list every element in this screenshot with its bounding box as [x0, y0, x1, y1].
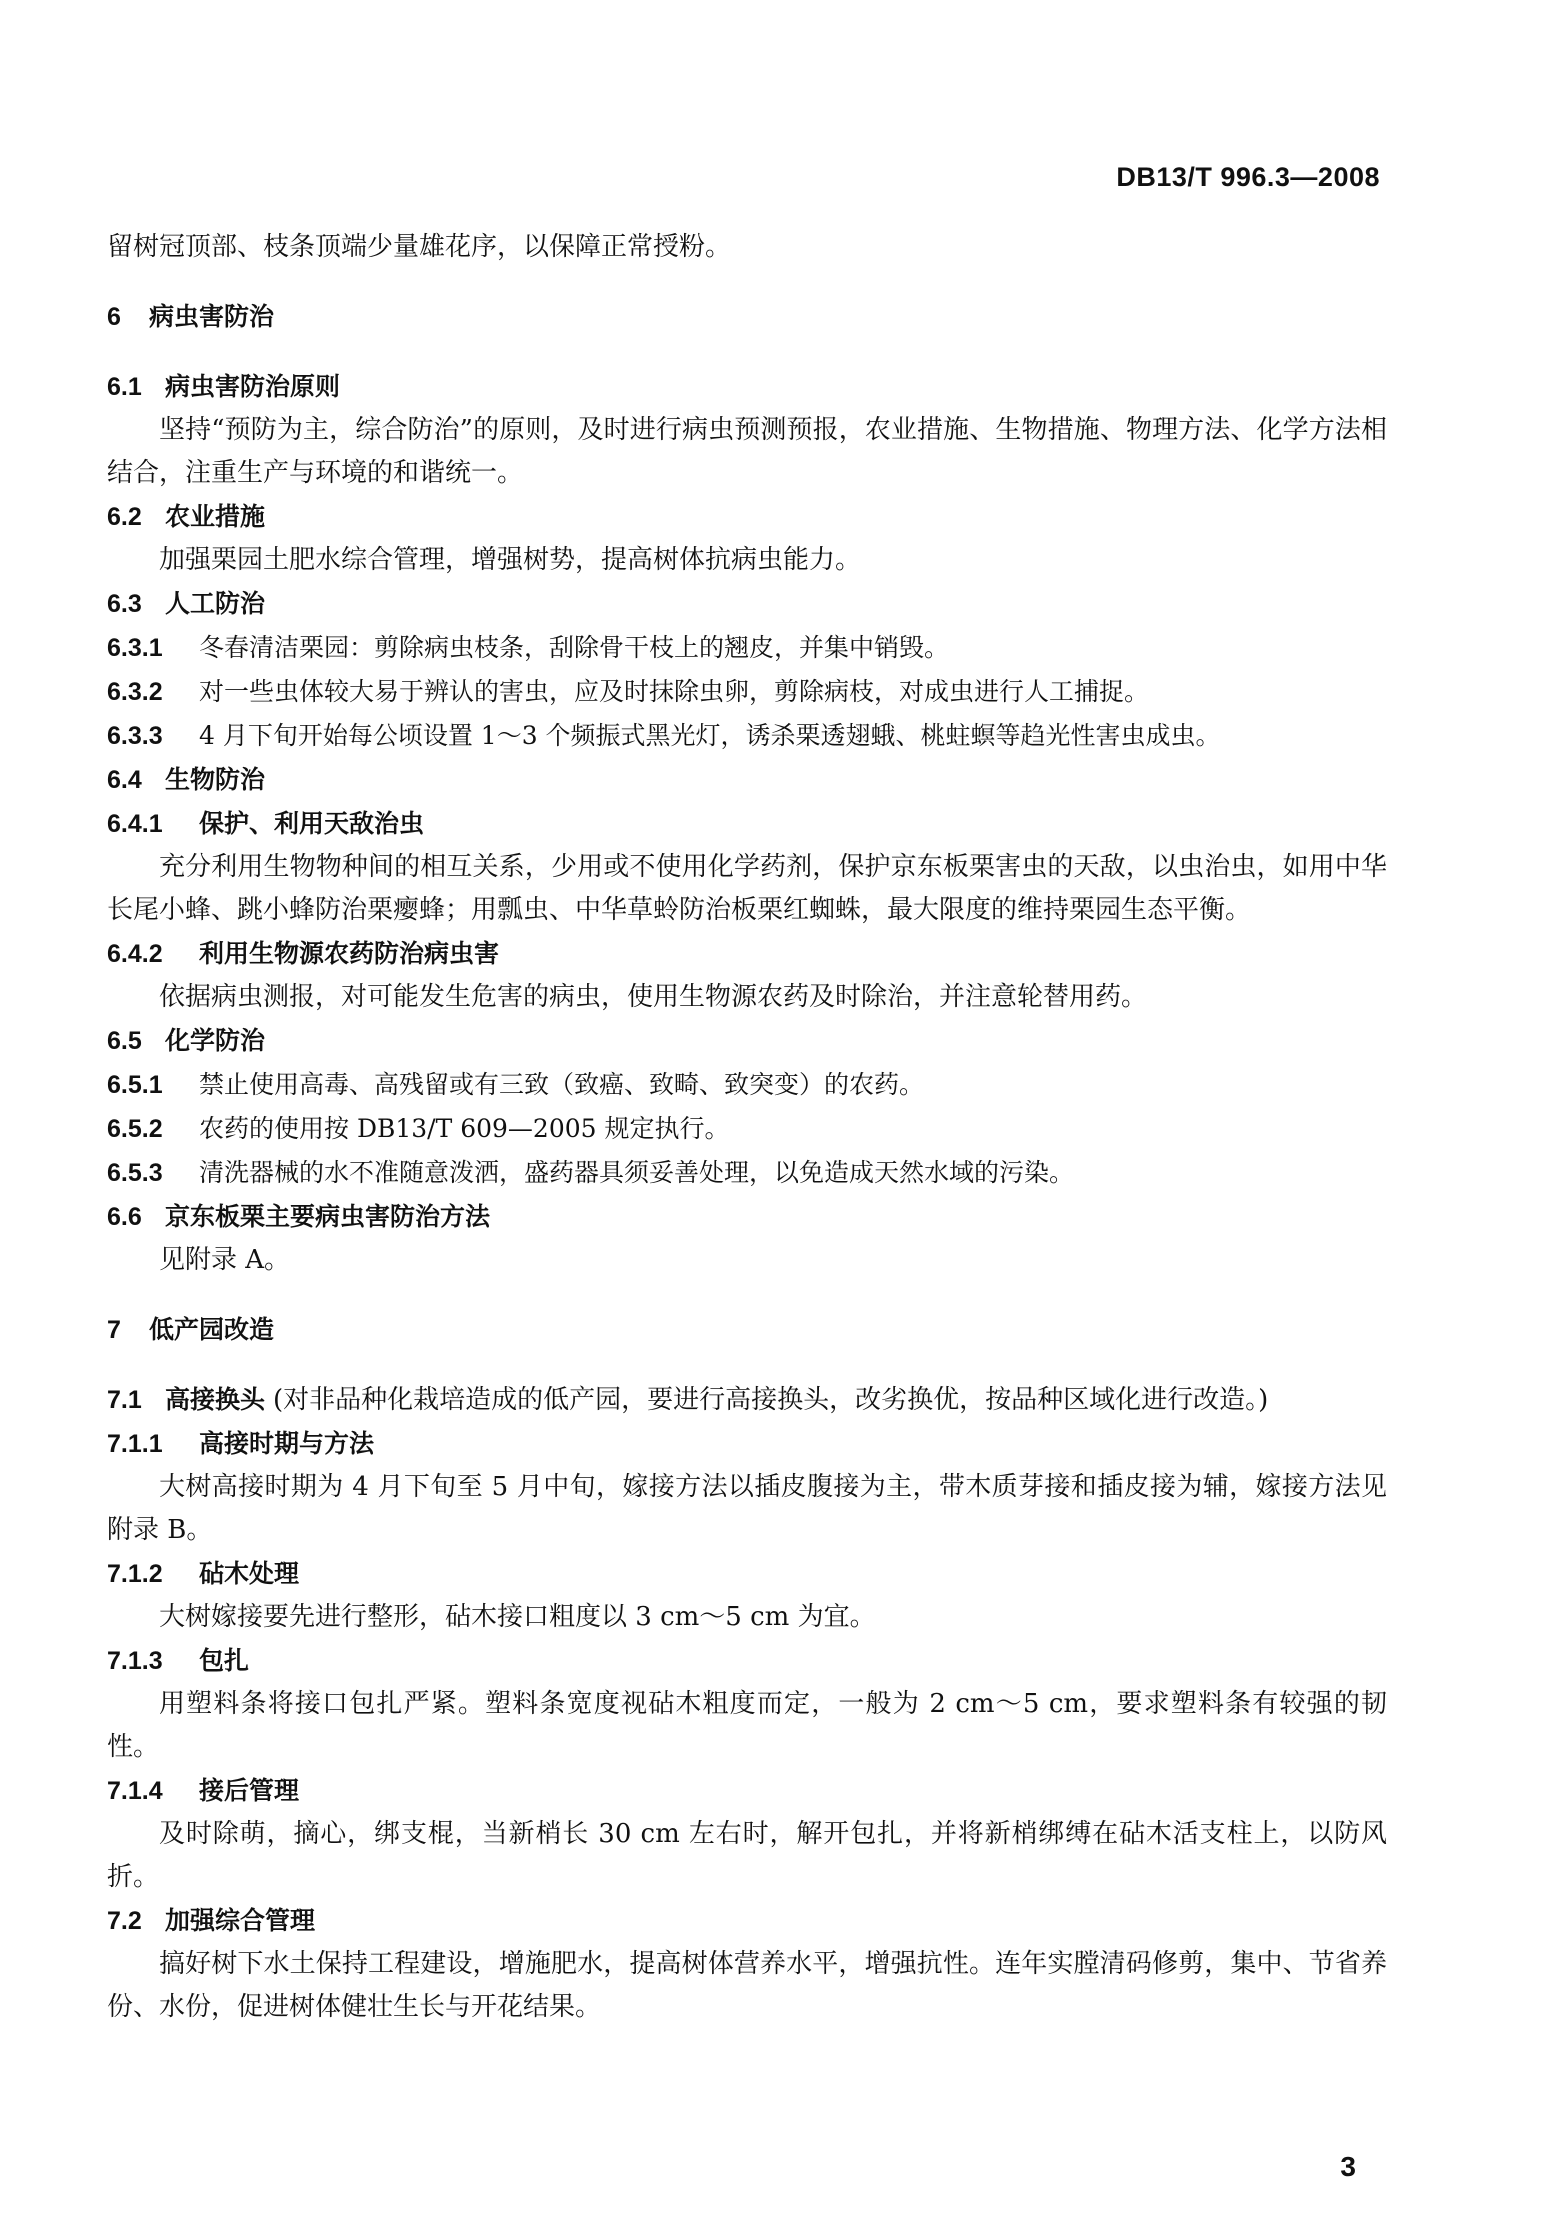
section-text: 冬春清洁栗园：剪除病虫枝条，刮除骨干枝上的翘皮，并集中销毁。: [199, 633, 950, 662]
section-7-heading: [107, 1308, 1387, 1352]
section-inline-text: (对非品种化栽培造成的低产园，要进行高接换头，改劣换优，按品种区域化进行改造。): [272, 1385, 1269, 1415]
section-title: 农业措施: [165, 502, 266, 531]
section-number: 6.2: [107, 503, 142, 531]
section-number: 6.6: [107, 1203, 142, 1231]
section-6-3-2: [107, 670, 1387, 714]
section-6-2-body: 加强栗园土肥水综合管理，增强树势，提高树体抗病虫能力。: [159, 545, 862, 575]
section-number: 6.4.2: [107, 940, 163, 968]
page-number: 3: [1340, 2151, 1356, 2182]
section-title: 京东板栗主要病虫害防治方法: [165, 1202, 491, 1231]
section-text: 4 月下旬开始每公顷设置 1～3 个频振式黑光灯，诱杀栗透翅蛾、桃蛀螟等趋光性害虫成虫。: [199, 721, 1221, 750]
section-6-3-1: [107, 626, 1387, 670]
section-6-3-3: [107, 714, 1387, 758]
section-6-heading: [107, 295, 1387, 339]
section-number: 6.3.2: [107, 678, 163, 706]
document-code: DB13/T 996.3—2008: [1116, 162, 1380, 192]
section-number: 7.1.3: [107, 1647, 163, 1675]
section-number: 6.5.1: [107, 1071, 163, 1099]
section-title: 高接时期与方法: [199, 1429, 375, 1458]
section-7-1-heading: [107, 1378, 1387, 1422]
section-6-1-heading: [107, 365, 1387, 409]
section-text: 清洗器械的水不准随意泼洒，盛药器具须妥善处理，以免造成天然水域的污染。: [199, 1158, 1075, 1187]
section-6-4-2-body: 依据病虫测报，对可能发生危害的病虫，使用生物源农药及时除治，并注意轮替用药。: [159, 982, 1148, 1012]
section-7-2-body: 搞好树下水土保持工程建设，增施肥水，提高树体营养水平，增强抗性。连年实膛清码修剪，集中、节省养份、水份，促进树体健壮生长与开花结果。: [107, 1949, 1387, 2022]
section-title: 生物防治: [165, 765, 266, 794]
section-6-6-heading: [107, 1195, 1387, 1239]
section-number: 7: [107, 1316, 121, 1344]
section-6-2-heading: [107, 495, 1387, 539]
section-6-4-2-heading: [107, 932, 1387, 976]
continuation-line: 留树冠顶部、枝条顶端少量雄花序，以保障正常授粉。: [107, 232, 732, 262]
section-title: 低产园改造: [149, 1315, 275, 1344]
section-title: 病虫害防治原则: [165, 372, 341, 401]
section-6-5-2: [107, 1107, 1387, 1151]
section-title: 包扎: [199, 1646, 250, 1675]
section-6-4-1-body: 充分利用生物物种间的相互关系，少用或不使用化学药剂，保护京东板栗害虫的天敌，以虫治虫，如用中华长尾小蜂、跳小蜂防治栗瘿蜂；用瓢虫、中华草蛉防治板栗红蜘蛛，最大限度的维持栗园生态平衡。: [107, 852, 1387, 925]
section-6-1-body: 坚持“预防为主，综合防治”的原则，及时进行病虫预测预报，农业措施、生物措施、物理方法、化学方法相结合，注重生产与环境的和谐统一。: [107, 415, 1387, 488]
section-6-3-heading: [107, 582, 1387, 626]
section-7-1-2-body: 大树嫁接要先进行整形，砧木接口粗度以 3 cm～5 cm 为宜。: [159, 1602, 876, 1632]
section-7-1-2-heading: [107, 1552, 1387, 1596]
document-body: [107, 226, 1387, 2029]
section-number: 7.1.4: [107, 1777, 163, 1805]
section-title: 接后管理: [199, 1776, 300, 1805]
section-6-6-body: 见附录 A。: [159, 1245, 291, 1275]
section-7-1-1-heading: [107, 1422, 1387, 1466]
section-number: 7.1.2: [107, 1560, 163, 1588]
section-title: 加强综合管理: [165, 1906, 316, 1935]
section-6-5-heading: [107, 1019, 1387, 1063]
section-7-1-3-heading: [107, 1639, 1387, 1683]
section-title: 化学防治: [165, 1026, 266, 1055]
section-7-1-4-body: 及时除萌，摘心，绑支棍，当新梢长 30 cm 左右时，解开包扎，并将新梢绑缚在砧木活支柱上，以防风折。: [107, 1819, 1387, 1892]
section-title: 利用生物源农药防治病虫害: [199, 939, 500, 968]
section-number: 7.1.1: [107, 1430, 163, 1458]
section-text: 农药的使用按 DB13/T 609—2005 规定执行。: [199, 1114, 730, 1143]
section-number: 6.1: [107, 373, 142, 401]
section-6-5-1: [107, 1063, 1387, 1107]
section-number: 6.5: [107, 1027, 142, 1055]
section-title: 病虫害防治: [149, 302, 275, 331]
section-title: 人工防治: [165, 589, 266, 618]
section-number: 6: [107, 303, 121, 331]
section-number: 6.4.1: [107, 810, 163, 838]
section-text: 禁止使用高毒、高残留或有三致（致癌、致畸、致突变）的农药。: [199, 1070, 925, 1099]
section-number: 6.5.2: [107, 1115, 163, 1143]
section-text: 对一些虫体较大易于辨认的害虫，应及时抹除虫卵，剪除病枝，对成虫进行人工捕捉。: [199, 677, 1150, 706]
section-7-1-1-body: 大树高接时期为 4 月下旬至 5 月中旬，嫁接方法以插皮腹接为主，带木质芽接和插皮接为辅，嫁接方法见附录 B。: [107, 1472, 1387, 1545]
section-number: 6.5.3: [107, 1159, 163, 1187]
section-7-1-4-heading: [107, 1769, 1387, 1813]
section-number: 7.1: [107, 1386, 142, 1414]
section-number: 7.2: [107, 1907, 142, 1935]
section-title: 砧木处理: [199, 1559, 300, 1588]
section-number: 6.3: [107, 590, 142, 618]
section-6-4-1-heading: [107, 802, 1387, 846]
section-7-2-heading: [107, 1899, 1387, 1943]
section-7-1-3-body: 用塑料条将接口包扎严紧。塑料条宽度视砧木粗度而定，一般为 2 cm～5 cm，要求塑料条有较强的韧性。: [107, 1689, 1387, 1762]
section-number: 6.3.1: [107, 634, 163, 662]
section-number: 6.4: [107, 766, 142, 794]
section-title: 高接换头: [165, 1385, 266, 1414]
section-title: 保护、利用天敌治虫: [199, 809, 425, 838]
section-6-4-heading: [107, 758, 1387, 802]
section-number: 6.3.3: [107, 722, 163, 750]
section-6-5-3: [107, 1151, 1387, 1195]
